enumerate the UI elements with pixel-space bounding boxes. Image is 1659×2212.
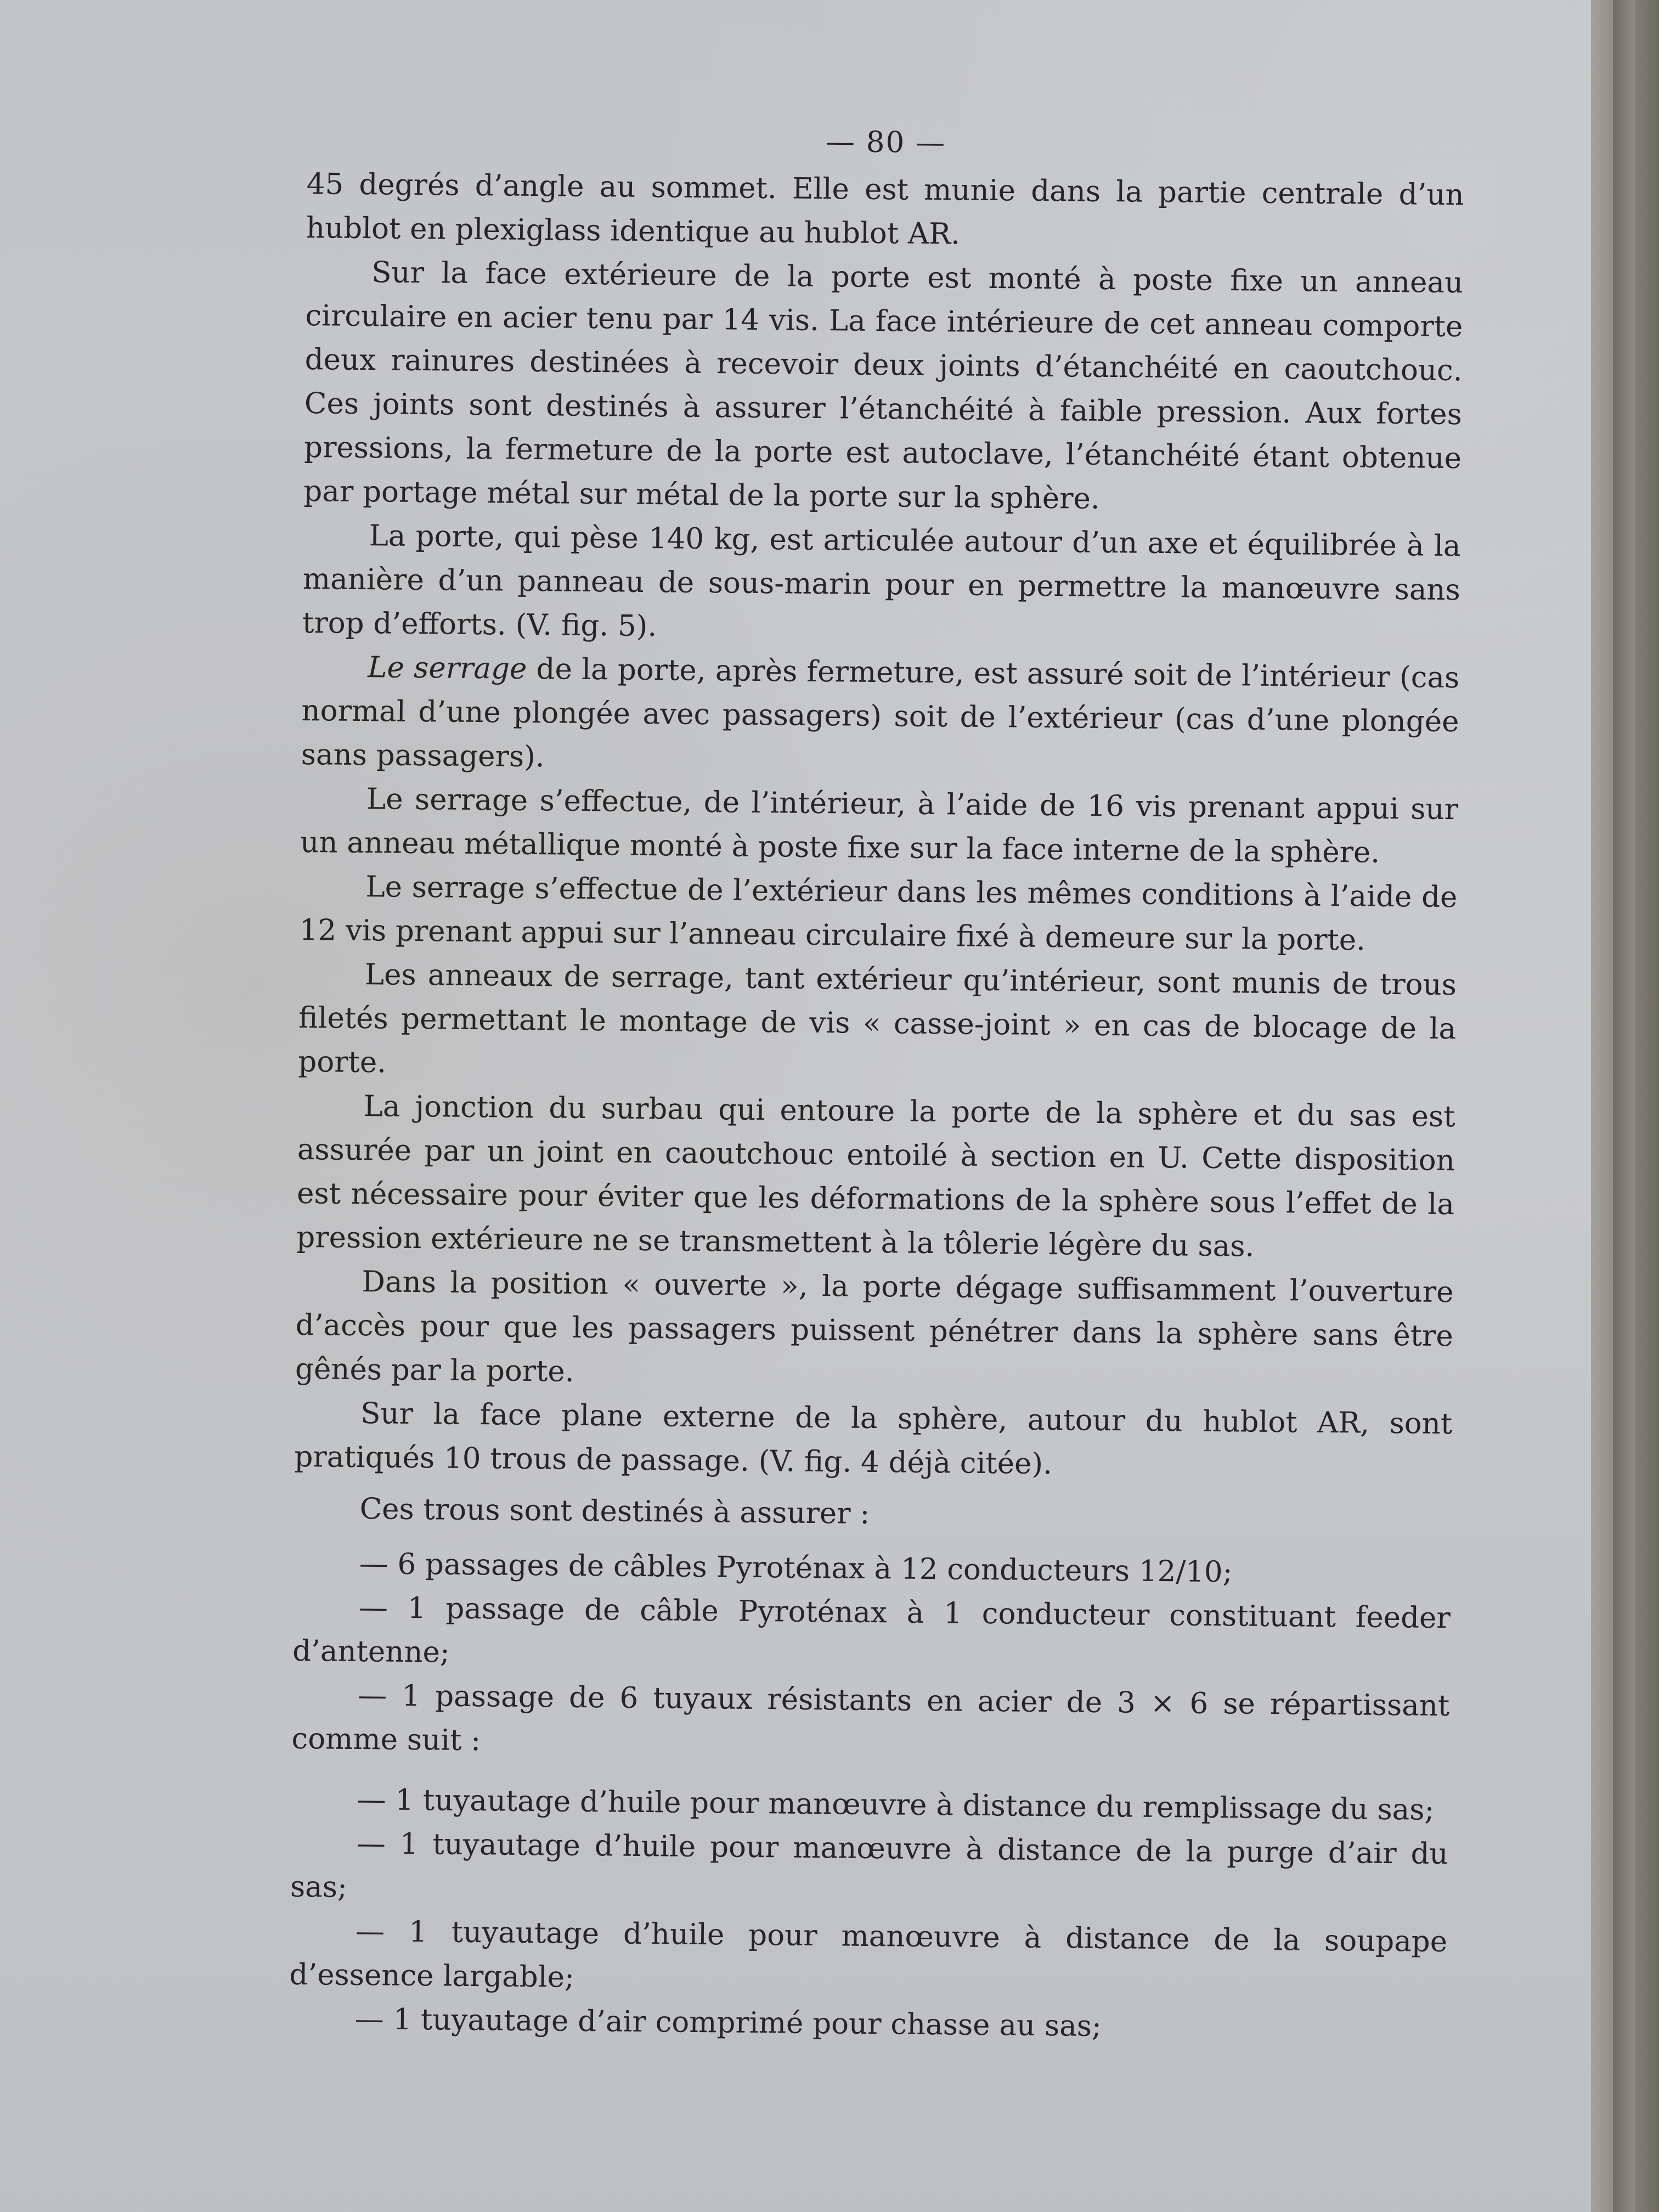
- paragraph-3: La porte, qui pèse 140 kg, est articulée autour d’un axe et équilibrée à la manière d’un panneau de sous-marin pour en permettre la manœuvre sans trop d’efforts. (V. fig. 5).: [302, 519, 1461, 644]
- paragraph-10: Sur la face plane externe de la sphère, autour du hublot AR, sont pratiqués 10 trous de passage. (V. fig. 4 déjà citée).: [294, 1397, 1453, 1481]
- list-item: — 1 tuyautage d’huile pour manœuvre à distance du remplissage du sas;: [357, 1783, 1435, 1827]
- paragraph-4: [301, 645, 1459, 788]
- paragraph-4-rest: de la porte, après fermeture, est assuré soit de l’intérieur (cas normal d’une plongée avec passagers) soit de l’extérieur (cas d’une plongée sans passagers).: [301, 652, 1460, 774]
- list-item: — 1 tuyautage d’huile pour manœuvre à distance de la purge d’air du sas;: [290, 1827, 1448, 1904]
- page-number: — 80 —: [825, 125, 946, 160]
- paragraph-6: Le serrage s’effectue de l’extérieur dans les mêmes conditions à l’aide de 12 vis prenant appui sur l’anneau circulaire fixé à demeure sur la porte.: [299, 870, 1458, 957]
- paragraph-7: Les anneaux de serrage, tant extérieur qu’intérieur, sont munis de trous filetés permettant le montage de vis « casse-joint » en cas de blocage de la porte.: [298, 958, 1457, 1080]
- paragraph-8: La jonction du surbau qui entoure la porte de la sphère et du sas est assurée par un joint en caoutchouc entoilé à section en U. Cette disposition est nécessaire pour éviter que les déformations de la sphère sous l’effet de la pression extérieure ne se transmettent à la tôlerie légère du sas.: [296, 1090, 1455, 1263]
- paragraph-11: Ces trous sont destinés à assurer :: [359, 1492, 870, 1531]
- list-item: — 1 passage de câble Pyroténax à 1 conducteur constituant feeder d’antenne;: [292, 1591, 1451, 1669]
- paragraph-9: Dans la position « ouverte », la porte dégage suffisamment l’ouverture d’accès pour que les passagers puissent pénétrer dans la sphère sans être gênés par la porte.: [295, 1265, 1454, 1389]
- emphasis-le-serrage: Le serrage: [368, 651, 527, 686]
- list-item: — 1 tuyautage d’huile pour manœuvre à distance de la soupape d’essence largable;: [289, 1915, 1448, 1994]
- list-tuyautages: [289, 1778, 1449, 2052]
- paragraph-2: Sur la face extérieure de la porte est monté à poste fixe un anneau circulaire en acier tenu par 14 vis. La face intérieure de cet anneau comporte deux rainures destinées à recevoir deux joints d’étanchéité en caoutchouc. Ces joints sont destinés à assurer l’étanchéité à faible pression. Aux fortes pressions, la fermeture de la porte est autoclave, l’étanchéité étant obtenue par portage métal sur métal de la porte sur la sphère.: [303, 256, 1464, 516]
- paragraph-1: 45 degrés d’angle au sommet. Elle est munie dans la partie centrale d’un hublot en plexiglass identique au hublot AR.: [306, 167, 1464, 251]
- list-item: — 6 passages de câbles Pyroténax à 12 conducteurs 12/10;: [359, 1547, 1233, 1589]
- list-passages: [291, 1542, 1451, 1772]
- paragraph-5: Le serrage s’effectue, de l’intérieur, à l’aide de 16 vis prenant appui sur un anneau métallique monté à poste fixe sur la face interne de la sphère.: [300, 782, 1459, 870]
- list-item: — 1 passage de 6 tuyaux résistants en acier de 3 × 6 se répartissant comme suit :: [291, 1679, 1450, 1758]
- book-page-edge-shadow: [1613, 0, 1635, 2212]
- list-item: — 1 tuyautage d’air comprimé pour chasse au sas;: [354, 2002, 1102, 2044]
- page-text-block: [289, 115, 1465, 2052]
